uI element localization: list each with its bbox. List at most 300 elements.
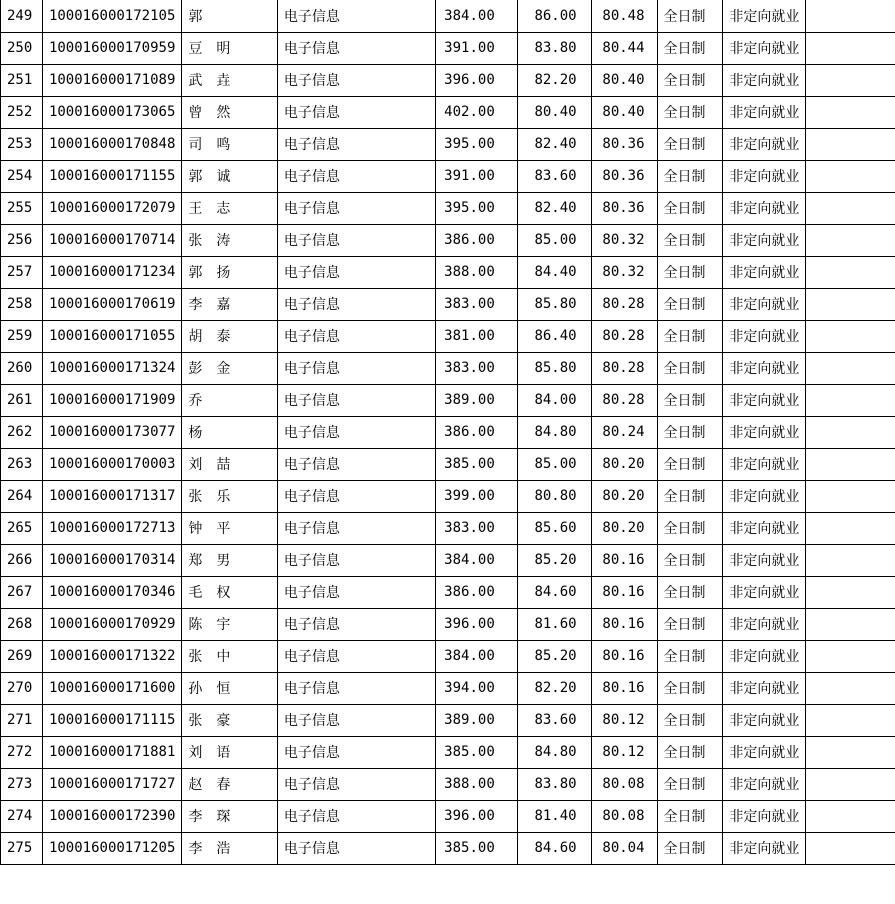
candidate-name-cell xyxy=(182,480,278,512)
employment-type-cell: 非定向就业 xyxy=(723,0,806,32)
interview-score-cell: 84.80 xyxy=(517,416,591,448)
employment-type-cell: 非定向就业 xyxy=(723,480,806,512)
surname-text: 张 xyxy=(188,233,203,249)
final-score-cell: 80.16 xyxy=(591,640,657,672)
redacted-name-mask xyxy=(202,614,216,634)
final-score-cell: 80.32 xyxy=(591,224,657,256)
candidate-id-cell: 100016000171055 xyxy=(42,320,181,352)
table-row xyxy=(1,576,895,608)
redacted-name-mask xyxy=(202,774,216,794)
surname-text: 郭 xyxy=(188,169,203,185)
candidate-name-cell xyxy=(182,320,278,352)
study-mode-cell: 全日制 xyxy=(657,256,723,288)
row-number-cell: 266 xyxy=(1,544,43,576)
major-cell: 电子信息 xyxy=(277,32,435,64)
remarks-cell xyxy=(806,96,895,128)
candidate-id-cell: 100016000171324 xyxy=(42,352,181,384)
candidate-name-cell xyxy=(182,352,278,384)
remarks-cell xyxy=(806,512,895,544)
study-mode-cell: 全日制 xyxy=(657,800,723,832)
candidate-id-cell: 100016000170619 xyxy=(42,288,181,320)
employment-type-cell: 非定向就业 xyxy=(723,768,806,800)
interview-score-cell: 85.00 xyxy=(517,448,591,480)
interview-score-cell: 84.80 xyxy=(517,736,591,768)
major-cell: 电子信息 xyxy=(277,416,435,448)
candidate-name-cell xyxy=(182,128,278,160)
row-number-cell: 259 xyxy=(1,320,43,352)
table-row xyxy=(1,448,895,480)
table-row xyxy=(1,96,895,128)
final-score-cell: 80.44 xyxy=(591,32,657,64)
surname-text: 李 xyxy=(188,841,203,857)
employment-type-cell: 非定向就业 xyxy=(723,64,806,96)
row-number-cell: 252 xyxy=(1,96,43,128)
study-mode-cell: 全日制 xyxy=(657,128,723,160)
exam-total-cell: 399.00 xyxy=(435,480,517,512)
candidate-name-cell xyxy=(182,672,278,704)
candidate-name-cell xyxy=(182,448,278,480)
given-name-text: 涛 xyxy=(216,233,231,249)
employment-type-cell: 非定向就业 xyxy=(723,416,806,448)
redacted-name-mask xyxy=(202,422,216,442)
final-score-cell: 80.36 xyxy=(591,128,657,160)
row-number-cell: 263 xyxy=(1,448,43,480)
table-row xyxy=(1,768,895,800)
redacted-name-mask xyxy=(202,38,216,58)
study-mode-cell: 全日制 xyxy=(657,672,723,704)
final-score-cell: 80.24 xyxy=(591,416,657,448)
table-row xyxy=(1,224,895,256)
final-score-cell: 80.04 xyxy=(591,832,657,864)
surname-text: 豆 xyxy=(188,41,203,57)
remarks-cell xyxy=(806,544,895,576)
major-cell: 电子信息 xyxy=(277,832,435,864)
remarks-cell xyxy=(806,128,895,160)
surname-text: 李 xyxy=(188,297,203,313)
remarks-cell xyxy=(806,736,895,768)
surname-text: 张 xyxy=(188,489,203,505)
candidate-name-cell xyxy=(182,800,278,832)
redacted-name-mask xyxy=(202,294,216,314)
study-mode-cell: 全日制 xyxy=(657,736,723,768)
table-row xyxy=(1,192,895,224)
given-name-text: 喆 xyxy=(216,457,231,473)
candidate-id-cell: 100016000170714 xyxy=(42,224,181,256)
final-score-cell: 80.16 xyxy=(591,672,657,704)
row-number-cell: 270 xyxy=(1,672,43,704)
interview-score-cell: 86.40 xyxy=(517,320,591,352)
employment-type-cell: 非定向就业 xyxy=(723,704,806,736)
given-name-text: 鸣 xyxy=(216,137,231,153)
major-cell: 电子信息 xyxy=(277,352,435,384)
major-cell: 电子信息 xyxy=(277,0,435,32)
candidate-name-cell xyxy=(182,192,278,224)
study-mode-cell: 全日制 xyxy=(657,320,723,352)
table-row xyxy=(1,288,895,320)
candidate-id-cell: 100016000171317 xyxy=(42,480,181,512)
exam-total-cell: 384.00 xyxy=(435,544,517,576)
given-name-text: 明 xyxy=(216,41,231,57)
candidate-name-cell xyxy=(182,288,278,320)
candidate-name-cell xyxy=(182,416,278,448)
table-row xyxy=(1,384,895,416)
surname-text: 郭 xyxy=(188,8,203,25)
interview-score-cell: 85.20 xyxy=(517,544,591,576)
final-score-cell: 80.16 xyxy=(591,544,657,576)
given-name-text: 然 xyxy=(216,105,231,121)
final-score-cell: 80.28 xyxy=(591,288,657,320)
interview-score-cell: 82.40 xyxy=(517,192,591,224)
candidate-name-cell xyxy=(182,384,278,416)
redacted-name-mask xyxy=(202,838,216,858)
remarks-cell xyxy=(806,32,895,64)
row-number-cell: 258 xyxy=(1,288,43,320)
given-name-text: 中 xyxy=(216,649,231,665)
employment-type-cell: 非定向就业 xyxy=(723,352,806,384)
surname-text: 张 xyxy=(188,649,203,665)
table-row xyxy=(1,256,895,288)
remarks-cell xyxy=(806,224,895,256)
interview-score-cell: 86.00 xyxy=(517,0,591,32)
redacted-name-mask xyxy=(202,102,216,122)
redacted-name-mask xyxy=(202,230,216,250)
employment-type-cell: 非定向就业 xyxy=(723,256,806,288)
surname-text: 曾 xyxy=(188,105,203,121)
employment-type-cell: 非定向就业 xyxy=(723,672,806,704)
study-mode-cell: 全日制 xyxy=(657,352,723,384)
final-score-cell: 80.20 xyxy=(591,512,657,544)
employment-type-cell: 非定向就业 xyxy=(723,192,806,224)
major-cell: 电子信息 xyxy=(277,768,435,800)
remarks-cell xyxy=(806,768,895,800)
study-mode-cell: 全日制 xyxy=(657,160,723,192)
row-number-cell: 264 xyxy=(1,480,43,512)
final-score-cell: 80.36 xyxy=(591,160,657,192)
study-mode-cell: 全日制 xyxy=(657,384,723,416)
major-cell: 电子信息 xyxy=(277,256,435,288)
employment-type-cell: 非定向就业 xyxy=(723,288,806,320)
table-body xyxy=(1,0,895,864)
remarks-cell xyxy=(806,480,895,512)
surname-text: 司 xyxy=(188,137,203,153)
redacted-name-mask xyxy=(202,742,216,762)
given-name-text: 权 xyxy=(216,585,231,601)
row-number-cell: 274 xyxy=(1,800,43,832)
surname-text: 孙 xyxy=(188,681,203,697)
major-cell: 电子信息 xyxy=(277,480,435,512)
given-name-text: 志 xyxy=(216,201,231,217)
study-mode-cell: 全日制 xyxy=(657,480,723,512)
employment-type-cell: 非定向就业 xyxy=(723,448,806,480)
exam-total-cell: 385.00 xyxy=(435,736,517,768)
final-score-cell: 80.40 xyxy=(591,96,657,128)
interview-score-cell: 83.60 xyxy=(517,704,591,736)
study-mode-cell: 全日制 xyxy=(657,64,723,96)
exam-total-cell: 384.00 xyxy=(435,640,517,672)
remarks-cell xyxy=(806,640,895,672)
candidate-id-cell: 100016000170314 xyxy=(42,544,181,576)
major-cell: 电子信息 xyxy=(277,544,435,576)
given-name-text: 琛 xyxy=(216,809,231,825)
candidate-id-cell: 100016000171089 xyxy=(42,64,181,96)
row-number-cell: 272 xyxy=(1,736,43,768)
candidate-id-cell: 100016000171881 xyxy=(42,736,181,768)
remarks-cell xyxy=(806,672,895,704)
interview-score-cell: 80.40 xyxy=(517,96,591,128)
interview-score-cell: 84.60 xyxy=(517,576,591,608)
remarks-cell xyxy=(806,0,895,32)
major-cell: 电子信息 xyxy=(277,736,435,768)
final-score-cell: 80.16 xyxy=(591,576,657,608)
exam-total-cell: 388.00 xyxy=(435,768,517,800)
table-row xyxy=(1,320,895,352)
redacted-name-mask xyxy=(202,390,216,410)
candidate-id-cell: 100016000172105 xyxy=(42,0,181,32)
exam-total-cell: 402.00 xyxy=(435,96,517,128)
redacted-name-mask xyxy=(202,518,216,538)
redacted-name-mask xyxy=(202,326,216,346)
redacted-name-mask xyxy=(202,166,216,186)
surname-text: 刘 xyxy=(188,745,203,761)
remarks-cell xyxy=(806,384,895,416)
given-name-text: 平 xyxy=(216,521,231,537)
final-score-cell: 80.28 xyxy=(591,384,657,416)
redacted-name-mask xyxy=(202,6,216,26)
remarks-cell xyxy=(806,160,895,192)
redacted-name-mask xyxy=(202,710,216,730)
row-number-cell: 269 xyxy=(1,640,43,672)
employment-type-cell: 非定向就业 xyxy=(723,512,806,544)
employment-type-cell: 非定向就业 xyxy=(723,320,806,352)
given-name-text: 乐 xyxy=(216,489,231,505)
table-row xyxy=(1,128,895,160)
surname-text: 杨 xyxy=(188,425,203,441)
study-mode-cell: 全日制 xyxy=(657,768,723,800)
employment-type-cell: 非定向就业 xyxy=(723,608,806,640)
redacted-name-mask xyxy=(202,646,216,666)
surname-text: 胡 xyxy=(188,329,203,345)
major-cell: 电子信息 xyxy=(277,128,435,160)
candidate-id-cell: 100016000172390 xyxy=(42,800,181,832)
interview-score-cell: 85.00 xyxy=(517,224,591,256)
exam-total-cell: 384.00 xyxy=(435,0,517,32)
interview-score-cell: 84.00 xyxy=(517,384,591,416)
row-number-cell: 262 xyxy=(1,416,43,448)
employment-type-cell: 非定向就业 xyxy=(723,800,806,832)
exam-total-cell: 383.00 xyxy=(435,512,517,544)
remarks-cell xyxy=(806,416,895,448)
study-mode-cell: 全日制 xyxy=(657,96,723,128)
candidate-name-cell xyxy=(182,64,278,96)
candidate-name-cell xyxy=(182,704,278,736)
remarks-cell xyxy=(806,576,895,608)
candidate-name-cell xyxy=(182,256,278,288)
major-cell: 电子信息 xyxy=(277,512,435,544)
candidate-id-cell: 100016000171600 xyxy=(42,672,181,704)
redacted-name-mask xyxy=(202,262,216,282)
major-cell: 电子信息 xyxy=(277,704,435,736)
candidate-id-cell: 100016000172713 xyxy=(42,512,181,544)
study-mode-cell: 全日制 xyxy=(657,608,723,640)
given-name-text: 垚 xyxy=(216,73,231,89)
redacted-name-mask xyxy=(202,550,216,570)
candidate-name-cell xyxy=(182,224,278,256)
final-score-cell: 80.16 xyxy=(591,608,657,640)
given-name-text: 扬 xyxy=(216,265,231,281)
candidate-id-cell: 100016000170959 xyxy=(42,32,181,64)
major-cell: 电子信息 xyxy=(277,640,435,672)
remarks-cell xyxy=(806,352,895,384)
candidate-id-cell: 100016000171322 xyxy=(42,640,181,672)
employment-type-cell: 非定向就业 xyxy=(723,32,806,64)
redacted-name-mask xyxy=(202,70,216,90)
interview-score-cell: 84.40 xyxy=(517,256,591,288)
remarks-cell xyxy=(806,192,895,224)
major-cell: 电子信息 xyxy=(277,192,435,224)
row-number-cell: 273 xyxy=(1,768,43,800)
candidate-name-cell xyxy=(182,160,278,192)
final-score-cell: 80.36 xyxy=(591,192,657,224)
row-number-cell: 268 xyxy=(1,608,43,640)
candidate-id-cell: 100016000173065 xyxy=(42,96,181,128)
major-cell: 电子信息 xyxy=(277,800,435,832)
major-cell: 电子信息 xyxy=(277,672,435,704)
employment-type-cell: 非定向就业 xyxy=(723,96,806,128)
remarks-cell xyxy=(806,320,895,352)
employment-type-cell: 非定向就业 xyxy=(723,736,806,768)
exam-total-cell: 383.00 xyxy=(435,288,517,320)
remarks-cell xyxy=(806,64,895,96)
exam-total-cell: 388.00 xyxy=(435,256,517,288)
surname-text: 郭 xyxy=(188,265,203,281)
interview-score-cell: 83.60 xyxy=(517,160,591,192)
candidate-id-cell: 100016000171909 xyxy=(42,384,181,416)
major-cell: 电子信息 xyxy=(277,384,435,416)
employment-type-cell: 非定向就业 xyxy=(723,832,806,864)
given-name-text: 宇 xyxy=(216,617,231,633)
study-mode-cell: 全日制 xyxy=(657,544,723,576)
surname-text: 赵 xyxy=(188,777,203,793)
exam-total-cell: 396.00 xyxy=(435,64,517,96)
row-number-cell: 275 xyxy=(1,832,43,864)
table-row xyxy=(1,832,895,864)
study-mode-cell: 全日制 xyxy=(657,192,723,224)
study-mode-cell: 全日制 xyxy=(657,224,723,256)
table-row xyxy=(1,64,895,96)
candidate-id-cell: 100016000170346 xyxy=(42,576,181,608)
study-mode-cell: 全日制 xyxy=(657,448,723,480)
remarks-cell xyxy=(806,448,895,480)
given-name-text: 泰 xyxy=(216,329,231,345)
exam-total-cell: 385.00 xyxy=(435,832,517,864)
table-row xyxy=(1,672,895,704)
final-score-cell: 80.12 xyxy=(591,704,657,736)
study-mode-cell: 全日制 xyxy=(657,576,723,608)
candidate-id-cell: 100016000171234 xyxy=(42,256,181,288)
candidate-id-cell: 100016000172079 xyxy=(42,192,181,224)
candidate-name-cell xyxy=(182,832,278,864)
row-number-cell: 251 xyxy=(1,64,43,96)
exam-total-cell: 391.00 xyxy=(435,160,517,192)
candidate-id-cell: 100016000171115 xyxy=(42,704,181,736)
study-mode-cell: 全日制 xyxy=(657,416,723,448)
interview-score-cell: 81.60 xyxy=(517,608,591,640)
exam-total-cell: 381.00 xyxy=(435,320,517,352)
surname-text: 李 xyxy=(188,809,203,825)
interview-score-cell: 81.40 xyxy=(517,800,591,832)
candidate-id-cell: 100016000171155 xyxy=(42,160,181,192)
given-name-text: 男 xyxy=(216,553,231,569)
candidate-id-cell: 100016000170848 xyxy=(42,128,181,160)
exam-total-cell: 395.00 xyxy=(435,192,517,224)
table-row xyxy=(1,480,895,512)
row-number-cell: 253 xyxy=(1,128,43,160)
row-number-cell: 256 xyxy=(1,224,43,256)
major-cell: 电子信息 xyxy=(277,608,435,640)
row-number-cell: 254 xyxy=(1,160,43,192)
major-cell: 电子信息 xyxy=(277,288,435,320)
final-score-cell: 80.12 xyxy=(591,736,657,768)
exam-total-cell: 396.00 xyxy=(435,800,517,832)
interview-score-cell: 80.80 xyxy=(517,480,591,512)
interview-score-cell: 82.40 xyxy=(517,128,591,160)
final-score-cell: 80.08 xyxy=(591,768,657,800)
candidate-name-cell xyxy=(182,640,278,672)
redacted-name-mask xyxy=(202,358,216,378)
redacted-name-mask xyxy=(202,806,216,826)
interview-score-cell: 83.80 xyxy=(517,768,591,800)
table-row xyxy=(1,544,895,576)
redacted-name-mask xyxy=(202,678,216,698)
given-name-text: 金 xyxy=(216,361,231,377)
given-name-text: 诚 xyxy=(216,169,231,185)
employment-type-cell: 非定向就业 xyxy=(723,544,806,576)
study-mode-cell: 全日制 xyxy=(657,832,723,864)
remarks-cell xyxy=(806,832,895,864)
final-score-cell: 80.20 xyxy=(591,480,657,512)
final-score-cell: 80.08 xyxy=(591,800,657,832)
remarks-cell xyxy=(806,704,895,736)
surname-text: 刘 xyxy=(188,457,203,473)
given-name-text: 豪 xyxy=(216,713,231,729)
table-row xyxy=(1,800,895,832)
employment-type-cell: 非定向就业 xyxy=(723,576,806,608)
study-mode-cell: 全日制 xyxy=(657,32,723,64)
exam-total-cell: 386.00 xyxy=(435,416,517,448)
interview-score-cell: 84.60 xyxy=(517,832,591,864)
table-row xyxy=(1,736,895,768)
row-number-cell: 250 xyxy=(1,32,43,64)
major-cell: 电子信息 xyxy=(277,160,435,192)
interview-score-cell: 83.80 xyxy=(517,32,591,64)
row-number-cell: 271 xyxy=(1,704,43,736)
major-cell: 电子信息 xyxy=(277,64,435,96)
surname-text: 张 xyxy=(188,713,203,729)
table-row xyxy=(1,608,895,640)
employment-type-cell: 非定向就业 xyxy=(723,640,806,672)
candidate-name-cell xyxy=(182,32,278,64)
exam-total-cell: 391.00 xyxy=(435,32,517,64)
major-cell: 电子信息 xyxy=(277,320,435,352)
row-number-cell: 267 xyxy=(1,576,43,608)
study-mode-cell: 全日制 xyxy=(657,0,723,32)
row-number-cell: 261 xyxy=(1,384,43,416)
exam-total-cell: 396.00 xyxy=(435,608,517,640)
candidate-name-cell xyxy=(182,576,278,608)
major-cell: 电子信息 xyxy=(277,448,435,480)
row-number-cell: 260 xyxy=(1,352,43,384)
table-row xyxy=(1,0,895,32)
